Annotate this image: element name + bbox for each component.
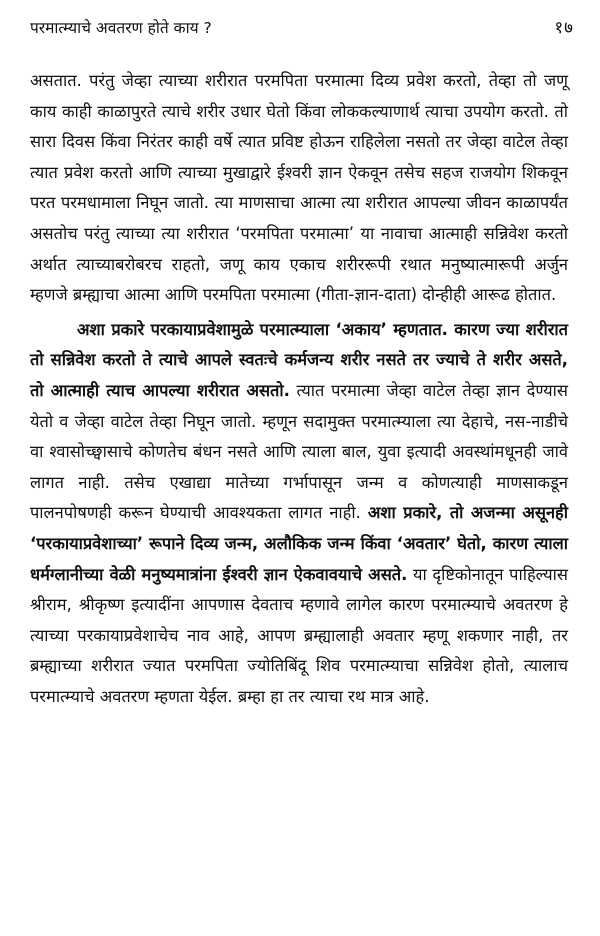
- paragraph-2-text-1: त्यात परमात्मा जेव्हा वाटेल तेव्हा ज्ञान देण्यास येतो व जेव्हा वाटेल तेव्हा निघून जातो. म्हणून सदामुक्त परमात्म्याला त्या देहाचे, नस-नाडीचे वा श्वासोच्छ्वासाचे कोणतेच बंधन नसते आणि त्याला बाल, युवा इत्यादी अवस्थांमधूनही जावे लागत नाही. तसेच एखाद्या मातेच्या गर्भापासून जन्म व कोणत्याही माणसाकडून पालनपोषणही करून घेण्याची आवश्यकता लागत नाही.: [30, 380, 568, 523]
- paragraph-1-text: असतात. परंतु जेव्हा त्याच्या शरीरात परमपिता परमात्मा दिव्य प्रवेश करतो, तेव्हा तो जणू काय काही काळापुरते त्याचे शरीर उधार घेतो किंवा लोककल्याणार्थ त्याचा उपयोग करतो. तो सारा दिवस किंवा निरंतर काही वर्षे त्यात प्रविष्ट होऊन राहिलेला नसतो तर जेव्हा वाटेल तेव्हा त्यात प्रवेश करतो आणि त्याच्या मुखाद्वारे ईश्वरी ज्ञान ऐकवून तसेच सहज राजयोग शिकवून परत परमधामाला निघून जातो. त्या माणसाचा आत्मा त्या शरीरात आपल्या जीवन काळापर्यंत असतोच परंतु त्याच्या त्या शरीरात ‘परमपिता परमात्मा’ या नावाचा आत्माही सन्निवेश करतो अर्थात त्याच्याबरोबरच राहतो, जणू काय एकाच शरीररूपी रथात मनुष्यात्मारूपी अर्जुन म्हणजे ब्रम्ह्याचा आत्मा आणि परमपिता परमात्मा (गीता-ज्ञान-दाता) दोन्हीही आरूढ होतात.: [30, 71, 568, 305]
- paragraph-2-text-2: या दृष्टिकोनातून पाहिल्यास श्रीराम, श्रीकृष्ण इत्यादींना आपणास देवताच म्हणावे लागेल कारण परमात्म्याचे अवतरण हे त्याच्या परकायाप्रवेशाचेच नाव आहे, आपण ब्रम्ह्यालाही अवतार म्हणू शकणार नाही, तर ब्रम्ह्याच्या शरीरात ज्यात परमपिता ज्योतिबिंदू शिव परमात्म्याचा सन्निवेश होतो, त्यालाच परमात्म्याचे अवतरण म्हणता येईल. ब्रम्हा हा तर त्याचा रथ मात्र आहे.: [30, 564, 568, 706]
- body-text: [30, 66, 568, 712]
- paragraph-2-bold-statement-2: अशा प्रकारे, तो अजन्मा असूनही ‘परकायाप्रवेशाच्या’ रूपाने दिव्य जन्म, अलौकिक जन्म किंवा ‘अवतार’ घेतो, कारण त्याला धर्मग्लानीच्या वेळी मनुष्यमात्रांना ईश्वरी ज्ञान ऐकवावयाचे असते.: [30, 503, 568, 584]
- running-header: [30, 18, 574, 44]
- paragraph-2-bold-statement-1: अशा प्रकारे परकायाप्रवेशामुळे परमात्म्याला ‘अकाय’ म्हणतात. कारण ज्या शरीरात तो सन्निवेश करतो ते त्याचे आपले स्वतःचे कर्मजन्य शरीर नसते तर ज्याचे ते शरीर असते, तो आत्माही त्याच आपल्या शरीरात असतो.: [30, 319, 568, 400]
- paragraph-1: [30, 66, 568, 311]
- page-number: १७: [554, 18, 574, 38]
- chapter-title: परमात्म्याचे अवतरण होते काय ?: [30, 19, 212, 37]
- paragraph-2: [30, 315, 568, 713]
